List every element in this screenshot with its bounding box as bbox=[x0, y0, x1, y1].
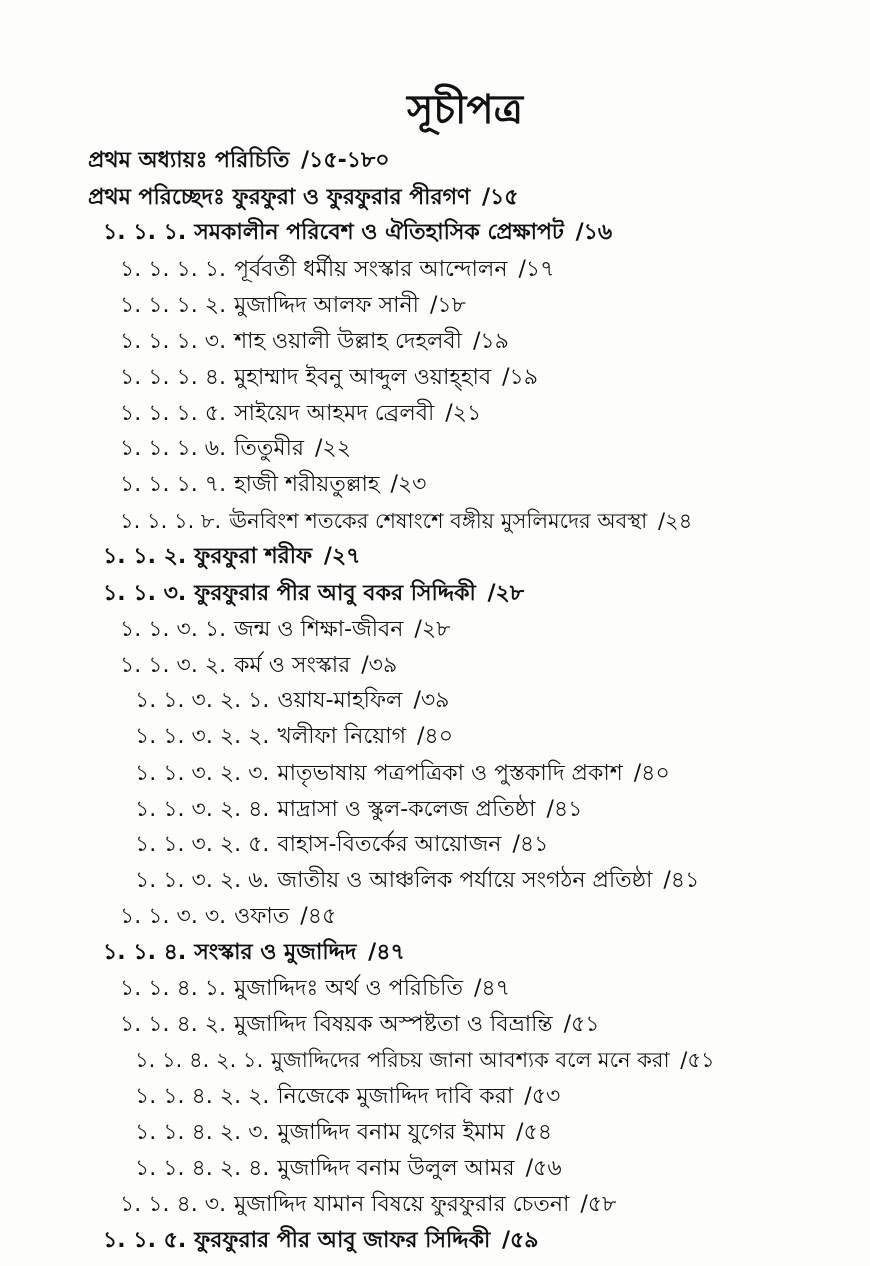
toc-entry-text: মাদ্রাসা ও স্কুল-কলেজ প্রতিষ্ঠা bbox=[277, 797, 536, 822]
toc-entry-page: /৫৮ bbox=[580, 1192, 617, 1217]
toc-entry-text: ফুরফুরার পীর আবু জাফর সিদ্দিকী bbox=[194, 1228, 491, 1253]
toc-entry-page: /২৮ bbox=[414, 617, 451, 642]
toc-entry-text: মাতৃভাষায় পত্রপত্রিকা ও পুস্তকাদি প্রকাশ bbox=[277, 761, 623, 786]
toc-entry-text: মুজাদ্দিদ বনাম যুগের ইমাম bbox=[277, 1120, 506, 1145]
toc-entry-page: /৫৬ bbox=[525, 1156, 562, 1181]
toc-entry-page: /১৯ bbox=[472, 329, 509, 354]
toc-entry bbox=[120, 259, 554, 281]
toc-entry-number: ১. ১. ১. ৬. bbox=[120, 436, 227, 461]
toc-entry-page: /২৭ bbox=[323, 544, 361, 569]
toc-entry-text: প্রথম অধ্যায়ঃ পরিচিতি bbox=[88, 148, 290, 173]
toc-entry-page: /৩৯ bbox=[361, 653, 398, 678]
toc-entry bbox=[120, 511, 692, 532]
toc-entry-page: /১৬ bbox=[575, 220, 613, 245]
toc-entry bbox=[135, 870, 699, 892]
toc-entry bbox=[120, 619, 450, 641]
toc-entry-text: ফুরফুরার পীর আবু বকর সিদ্দিকী bbox=[194, 581, 476, 606]
toc-entry-number: ১. ১. ৩. ২. bbox=[120, 653, 227, 678]
toc-entry-page: /৩৯ bbox=[413, 688, 450, 713]
toc-entry-text: প্রথম পরিচ্ছেদঃ ফুরফুরা ও ফুরফুরার পীরগণ bbox=[88, 185, 471, 210]
toc-entry bbox=[120, 403, 481, 425]
toc-entry bbox=[120, 438, 351, 460]
toc-entry-page: /৪০ bbox=[633, 761, 670, 786]
toc-entry-number: ১. ১. ৩. ২. ২. bbox=[135, 724, 270, 749]
toc-entry-number: ১. ১. ৩. ২. ১. bbox=[135, 688, 270, 713]
toc-entry bbox=[135, 763, 670, 785]
toc-entry-number: ১. ১. ১. ৫. bbox=[120, 401, 227, 426]
toc-entry-page: /৪১ bbox=[512, 832, 549, 857]
toc-entry-number: ১. ১. ১. ৭. bbox=[120, 472, 227, 497]
toc-entry-text: নিজেকে মুজাদ্দিদ দাবি করা bbox=[277, 1084, 514, 1109]
toc-entry bbox=[135, 799, 582, 821]
toc-entry bbox=[120, 655, 397, 677]
toc-entry-number: ১. ১. ৪. bbox=[103, 940, 187, 965]
toc-entry-number: ১. ১. ৪. ৩. bbox=[120, 1192, 227, 1217]
toc-entry-number: ১. ১. ৩. ২. ৩. bbox=[135, 761, 270, 786]
toc-entry-text: কর্ম ও সংস্কার bbox=[234, 653, 351, 678]
toc-entry bbox=[120, 906, 336, 928]
toc-entry-page: /৪৭ bbox=[368, 940, 405, 965]
toc-entry-page: /৪৫ bbox=[300, 904, 337, 929]
toc-entry-text: মুজাদ্দিদ যামান বিষয়ে ফুরফুরার চেতনা bbox=[234, 1192, 570, 1217]
toc-entry-number: ১. ১. ১. ৮. bbox=[120, 509, 222, 533]
toc-entry bbox=[120, 295, 466, 317]
toc-entry bbox=[135, 834, 548, 856]
toc-entry-number: ১. ১. ৩. bbox=[103, 581, 187, 606]
toc-entry bbox=[103, 546, 360, 568]
toc-entry-page: /৫৪ bbox=[516, 1120, 552, 1145]
toc-entry-number: ১. ১. ১. ২. bbox=[120, 293, 227, 318]
toc-entry-page: /৪১ bbox=[663, 868, 700, 893]
toc-entry bbox=[135, 1158, 562, 1180]
toc-entry-text: পূর্ববর্তী ধর্মীয় সংস্কার আন্দোলন bbox=[234, 257, 508, 282]
toc-entry-text: মুজাদ্দিদ আলফ সানী bbox=[234, 293, 419, 318]
toc-entry-page: /১৯ bbox=[502, 365, 539, 390]
toc-entry bbox=[120, 1194, 616, 1216]
toc-entry-number: ১. ১. ১. ৩. bbox=[120, 329, 227, 354]
toc-entry-page: /৪১ bbox=[546, 797, 583, 822]
toc-entry-page: /২৮ bbox=[487, 581, 525, 606]
toc-entry-number: ১. ১. ৩. ২. ৫. bbox=[135, 832, 270, 857]
toc-entry bbox=[120, 1014, 600, 1036]
toc-entry-text: মুজাদ্দিদের পরিচয় জানা আবশ্যক বলে মনে করা bbox=[271, 1048, 670, 1072]
toc-entry-text: ঊনবিংশ শতকের শেষাংশে বঙ্গীয় মুসলিমদের অবস্থা bbox=[229, 509, 648, 533]
toc-entry-page: /৫১ bbox=[680, 1048, 715, 1072]
toc-entry-number: ১. ১. ৪. ২. bbox=[120, 1012, 227, 1037]
toc-entry bbox=[103, 583, 524, 605]
toc-entry-page: /২৩ bbox=[390, 472, 427, 497]
toc-entry bbox=[135, 1122, 552, 1144]
toc-entry bbox=[103, 222, 612, 244]
toc-entry bbox=[88, 150, 390, 172]
toc-entry-number: ১. ১. ৪. ২. ২. bbox=[135, 1084, 270, 1109]
toc-entry bbox=[135, 726, 453, 748]
toc-entry-text: বাহাস-বিতর্কের আয়োজন bbox=[277, 832, 502, 857]
toc-entry-number: ১. ১. ৩. ২. ৬. bbox=[135, 868, 270, 893]
toc-entry-number: ১. ১. ১. bbox=[103, 220, 187, 245]
toc-entry-page: /৫৩ bbox=[524, 1084, 561, 1109]
toc-entry-text: সাইয়েদ আহমদ ব্রেলবী bbox=[234, 401, 435, 426]
toc-entry-text: ওফাত bbox=[234, 904, 290, 929]
toc-entry-number: ১. ১. ৪. ২. ৪. bbox=[135, 1156, 270, 1181]
toc-entry-number: ১. ১. ৩. ১. bbox=[120, 617, 227, 642]
toc-entry-text: মুজাদ্দিদঃ অর্থ ও পরিচিতি bbox=[234, 976, 463, 1001]
toc-entry bbox=[120, 978, 510, 1000]
toc-entry bbox=[120, 367, 538, 389]
toc-entry-number: ১. ১. ৪. ২. ৩. bbox=[135, 1120, 270, 1145]
toc-entry-text: ওয়ায-মাহফিল bbox=[277, 688, 403, 713]
toc-entry bbox=[135, 1086, 560, 1108]
toc-entry-text: মুজাদ্দিদ বিষয়ক অস্পষ্টতা ও বিভ্রান্তি bbox=[234, 1012, 553, 1037]
toc-entry bbox=[135, 1050, 715, 1071]
toc-entry-text: মুজাদ্দিদ বনাম উলুল আমর bbox=[277, 1156, 515, 1181]
toc-entry-text: সংস্কার ও মুজাদ্দিদ bbox=[194, 940, 357, 965]
toc-entry-number: ১. ১. ১. ১. bbox=[120, 257, 227, 282]
toc-entry-page: /৪৭ bbox=[473, 976, 510, 1001]
toc-entry-number: ১. ১. ৪. ২. ১. bbox=[135, 1048, 264, 1072]
toc-entry-text: তিতুমীর bbox=[234, 436, 305, 461]
toc-entry-page: /২২ bbox=[315, 436, 352, 461]
toc-entry-page: /১৭ bbox=[518, 257, 555, 282]
toc-entry-text: জাতীয় ও আঞ্চলিক পর্যায়ে সংগঠন প্রতিষ্ঠা bbox=[277, 868, 653, 893]
toc-entry-text: জন্ম ও শিক্ষা-জীবন bbox=[234, 617, 404, 642]
toc-entry-number: ১. ১. ৩. ২. ৪. bbox=[135, 797, 270, 822]
toc-entry-page: /২১ bbox=[445, 401, 482, 426]
toc-entry-page: /১৮ bbox=[429, 293, 466, 318]
toc-entry bbox=[135, 690, 449, 712]
toc-entry-text: সমকালীন পরিবেশ ও ঐতিহাসিক প্রেক্ষাপট bbox=[194, 220, 564, 245]
toc-entry-page: /১৫ bbox=[481, 185, 519, 210]
toc-entry bbox=[103, 1230, 539, 1252]
toc-entry-text: ফুরফুরা শরীফ bbox=[194, 544, 313, 569]
toc-entry-page: /৫১ bbox=[563, 1012, 600, 1037]
toc-entry-page: /২৪ bbox=[657, 509, 693, 533]
toc-entry-page: /৫৯ bbox=[501, 1228, 539, 1253]
toc-entry bbox=[88, 187, 519, 209]
toc-entry-number: ১. ১. ৪. ১. bbox=[120, 976, 227, 1001]
toc-entry-text: শাহ ওয়ালী উল্লাহ দেহলবী bbox=[234, 329, 462, 354]
page-title: সূচীপত্র bbox=[407, 87, 523, 133]
toc-entry-number: ১. ১. ৫. bbox=[103, 1228, 187, 1253]
toc-entry-number: ১. ১. ২. bbox=[103, 544, 187, 569]
toc-entry-number: ১. ১. ১. ৪. bbox=[120, 365, 227, 390]
toc-entry-page: /৪০ bbox=[417, 724, 454, 749]
toc-entry bbox=[120, 331, 509, 353]
toc-entry bbox=[103, 942, 405, 964]
toc-entry-text: মুহাম্মাদ ইবনু আব্দুল ওয়াহ্হাব bbox=[234, 365, 492, 390]
toc-entry-number: ১. ১. ৩. ৩. bbox=[120, 904, 227, 929]
toc-entry-text: খলীফা নিয়োগ bbox=[277, 724, 407, 749]
toc-entry-text: হাজী শরীয়তুল্লাহ bbox=[234, 472, 380, 497]
toc-entry-page: /১৫-১৮০ bbox=[301, 148, 390, 173]
toc-entry bbox=[120, 474, 427, 496]
